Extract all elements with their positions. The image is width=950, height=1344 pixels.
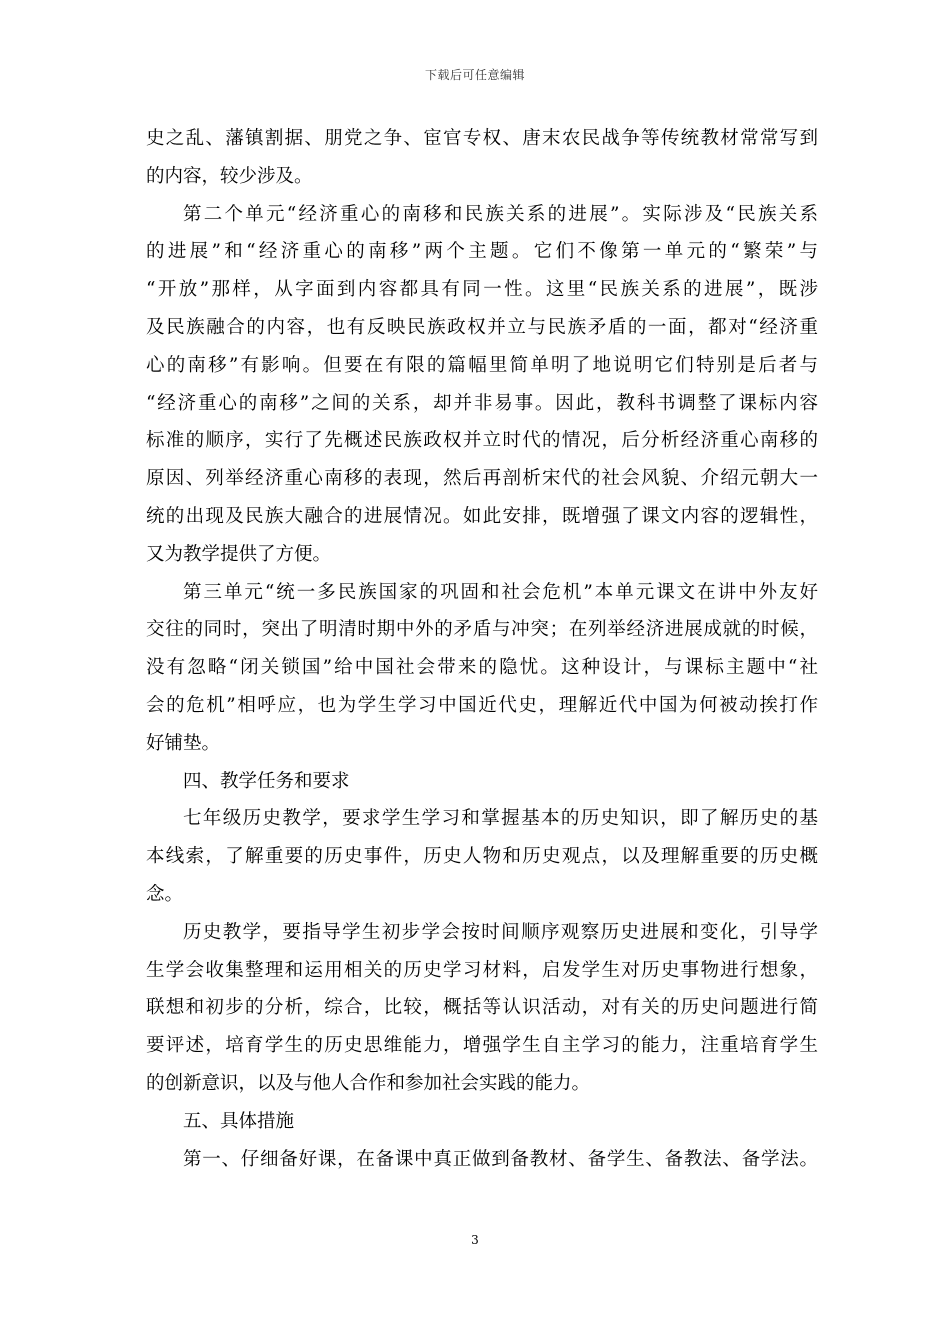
text-line: 及民族融合的内容，也有反映民族政权并立与民族矛盾的一面，都对“经济重: [146, 316, 818, 338]
text-line: 的进展”和“经济重心的南移”两个主题。它们不像第一单元的“繁荣”与: [146, 241, 818, 263]
text-line: “经济重心的南移”之间的关系，却并非易事。因此，教科书调整了课标内容: [146, 392, 818, 414]
text-line: 会的危机”相呼应，也为学生学习中国近代史，理解近代中国为何被动挨打作: [146, 694, 818, 716]
text-line: 要评述，培育学生的历史思维能力，增强学生自主学习的能力，注重培育学生: [146, 1035, 818, 1057]
text-line: 史之乱、藩镇割据、朋党之争、宦官专权、唐末农民战争等传统教材常常写到: [146, 128, 818, 149]
text-line: 心的南移”有影响。但要在有限的篇幅里简单明了地说明它们特别是后者与: [146, 354, 818, 376]
text-line: 念。: [146, 883, 184, 905]
text-line: 四、教学任务和要求: [183, 770, 350, 792]
text-line: 的创新意识，以及与他人合作和参加社会实践的能力。: [146, 1072, 591, 1094]
text-line: 第三单元“统一多民族国家的巩固和社会危机”本单元课文在讲中外友好: [183, 581, 818, 603]
text-line: 的内容，较少涉及。: [146, 165, 313, 187]
text-line: 好铺垫。: [146, 732, 221, 754]
text-line: 生学会收集整理和运用相关的历史学习材料，启发学生对历史事物进行想象，: [146, 959, 818, 981]
page-number: 3: [471, 1233, 479, 1247]
text-line: 历史教学，要指导学生初步学会按时间顺序观察历史进展和变化，引导学: [183, 921, 818, 943]
text-line: “开放”那样，从字面到内容都具有同一性。这里“民族关系的进展”，既涉: [146, 279, 818, 301]
document-body: [146, 120, 818, 1178]
text-line: 没有忽略“闭关锁国”给中国社会带来的隐忧。这种设计，与课标主题中“社: [146, 657, 818, 679]
text-line: 标准的顺序，实行了先概述民族政权并立时代的情况，后分析经济重心南移的: [146, 430, 818, 452]
text-line: 第一、仔细备好课，在备课中真正做到备教材、备学生、备教法、备学法。: [183, 1148, 818, 1170]
text-line: 又为教学提供了方便。: [146, 543, 332, 565]
text-line: 统的出现及民族大融合的进展情况。如此安排，既增强了课文内容的逻辑性，: [146, 505, 818, 527]
page-header: 下载后可任意编辑: [424, 68, 525, 82]
text-line: 交往的同时，突出了明清时期中外的矛盾与冲突；在列举经济进展成就的时候，: [146, 619, 818, 641]
text-line: 原因、列举经济重心南移的表现，然后再剖析宋代的社会风貌、介绍元朝大一: [146, 468, 818, 490]
text-line: 七年级历史教学，要求学生学习和掌握基本的历史知识，即了解历史的基: [183, 808, 818, 830]
text-line: 第二个单元“经济重心的南移和民族关系的进展”。实际涉及“民族关系: [183, 203, 818, 225]
text-line: 联想和初步的分析，综合，比较，概括等认识活动，对有关的历史问题进行简: [146, 997, 818, 1019]
text-line: 五、具体措施: [183, 1110, 295, 1132]
text-line: 本线索，了解重要的历史事件，历史人物和历史观点，以及理解重要的历史概: [146, 846, 818, 868]
